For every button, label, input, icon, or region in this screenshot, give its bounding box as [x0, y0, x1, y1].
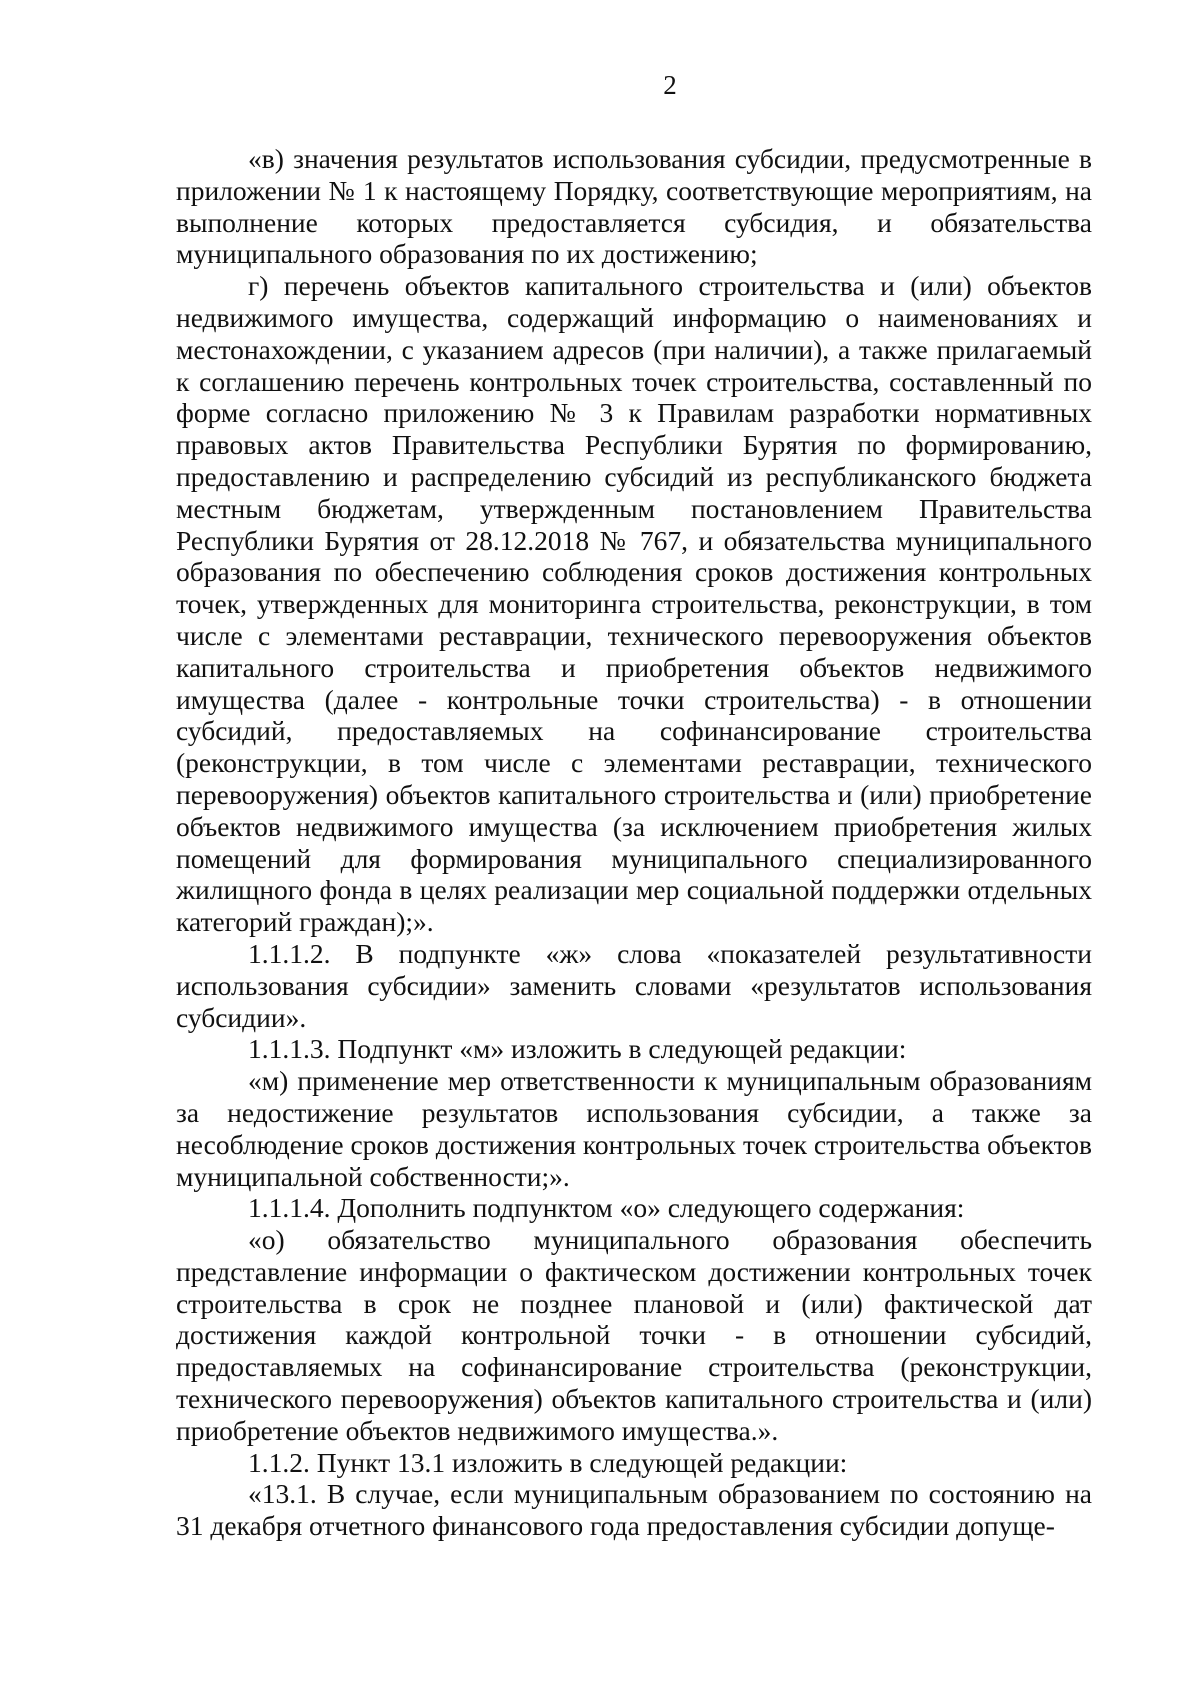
paragraph-1-1-1-4: 1.1.1.4. Дополнить подпунктом «о» следующего содержания:	[248, 1192, 965, 1224]
paragraph-1-1-2: 1.1.2. Пункт 13.1 изложить в следующей редакции:	[248, 1446, 848, 1478]
paragraph-subpoint-g: г) перечень объектов капитального строительства и (или) объектов недвижимого имущества, содержащий информацию о наименованиях и местонахождении, с указанием адресов (при наличии), а также прилагаемый к соглашению перечень контрольных точек строительства, составленный по форме согласно приложению № 3 к Правилам разработки нормативных правовых актов Правительства Республики Бурятия по формированию, предоставлению и распределению субсидий из республиканского бюджета местным бюджетам, утвержденным постановлением Правительства Республики Бурятия от 28.12.2018 № 767, и обязательства муниципального образования по обеспечению соблюдения сроков достижения контрольных точек, утвержденных для мониторинга строительства, реконструкции, в том числе с элементами реставрации, технического перевооружения объектов капитального строительства и приобретения объектов недвижимого имущества (далее - контрольные точки строительства) - в отношении субсидий, предоставляемых на софинансирование строительства (реконструкции, в том числе с элементами реставрации, технического перевооружения) объектов капитального строительства и (или) приобретение объектов недвижимого имущества (за исключением приобретения жилых помещений для формирования муниципального специализированного жилищного фонда в целях реализации мер социальной поддержки отдельных категорий граждан);».	[176, 270, 1092, 938]
paragraph-1-1-1-3: 1.1.1.3. Подпункт «м» изложить в следующей редакции:	[248, 1033, 907, 1065]
paragraph-1-1-1-2: 1.1.1.2. В подпункте «ж» слова «показателей результативности использования субсидии» заменить словами «результатов использования субсидии».	[176, 937, 1092, 1033]
paragraph-13-1: «13.1. В случае, если муниципальным образованием по состоянию на 31 декабря отчетного финансового года предоставления субсидии допуще-	[176, 1478, 1092, 1542]
page-number: 2	[663, 70, 677, 100]
paragraph-subpoint-o: «о) обязательство муниципального образования обеспечить представление информации о фактическом достижении контрольных точек строительства в срок не позднее плановой и (или) фактической дат достижения каждой контрольной точки - в отношении субсидий, предоставляемых на софинансирование строительства (реконструкции, технического перевооружения) объектов капитального строительства и (или) приобретение объектов недвижимого имущества.».	[176, 1224, 1092, 1446]
paragraph-subpoint-v: «в) значения результатов использования субсидии, предусмотренные в приложении № 1 к настоящему Порядку, соответствующие мероприятиям, на выполнение которых предоставляется субсидия, и обязательства муниципального образования по их достижению;	[176, 143, 1092, 270]
paragraph-subpoint-m: «м) применение мер ответственности к муниципальным образованиям за недостижение результатов использования субсидии, а также за несоблюдение сроков достижения контрольных точек строительства объектов муниципальной собственности;».	[176, 1065, 1092, 1192]
document-body	[176, 143, 1092, 1542]
